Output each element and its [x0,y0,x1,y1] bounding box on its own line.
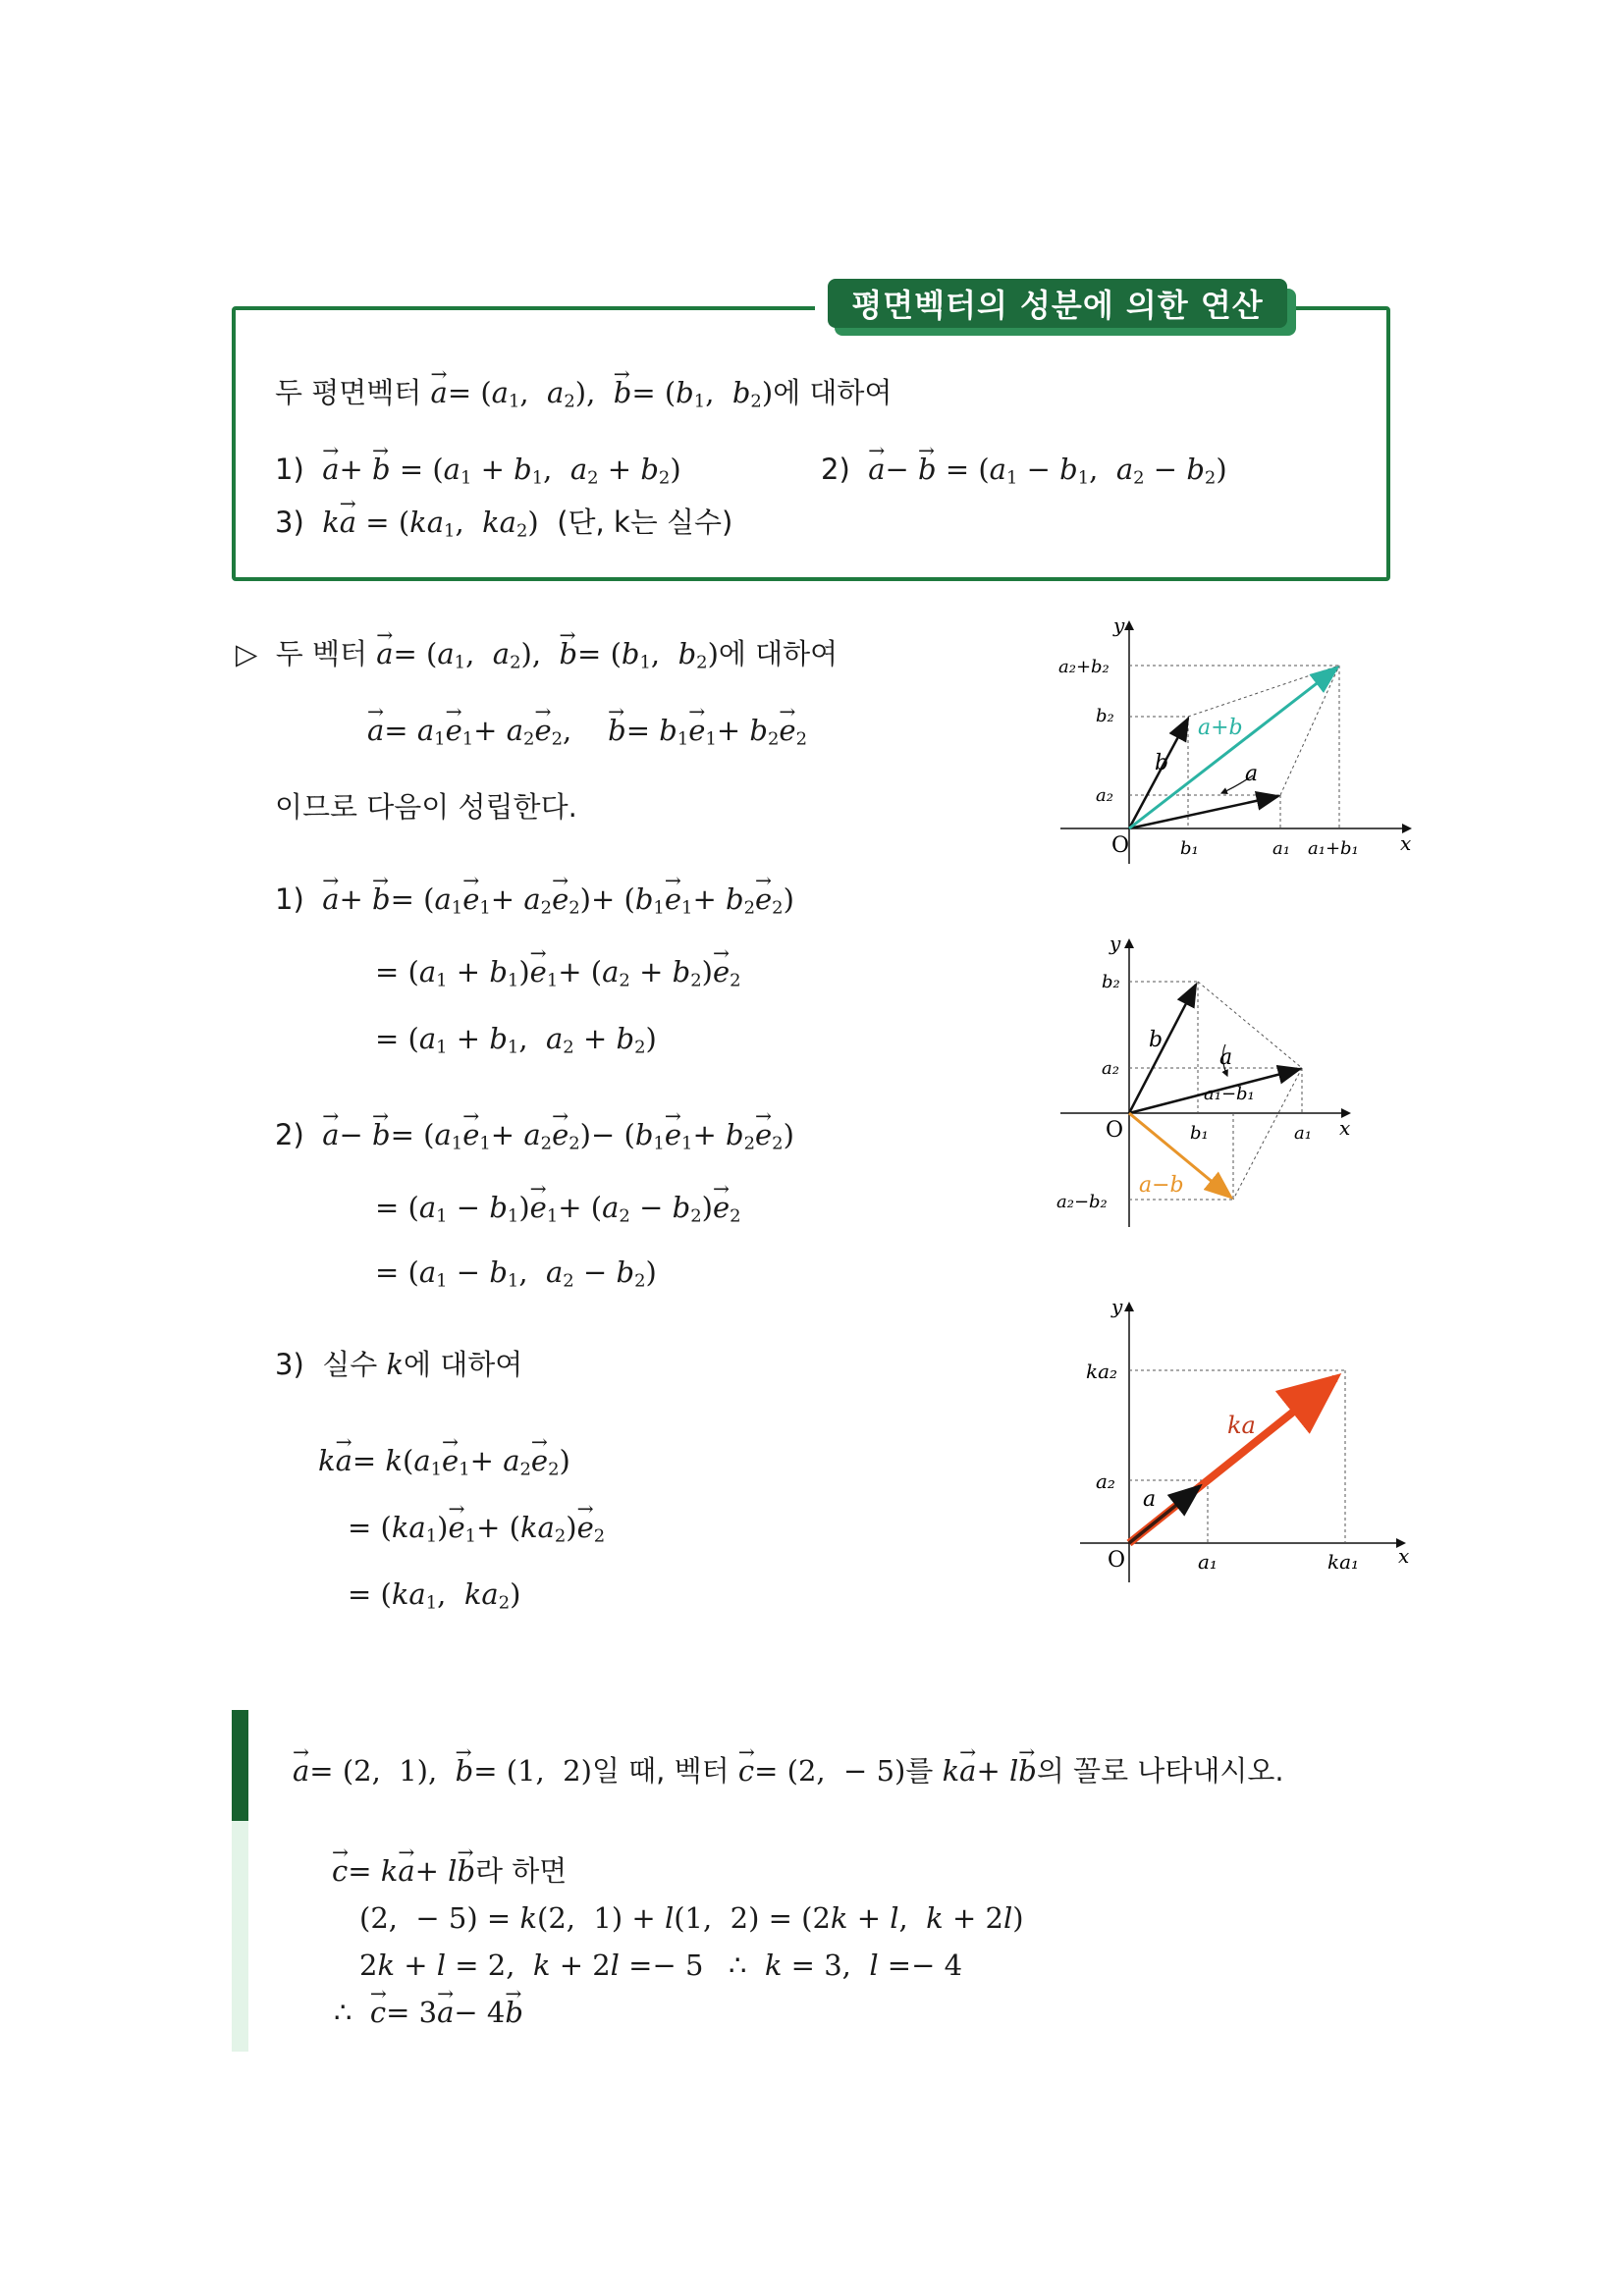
label-vec-a: a [1219,1045,1233,1070]
label-a2-minus-b2: a₂−b₂ [1056,1192,1108,1212]
figure-vector-difference [1051,933,1424,1247]
proof-2-line1: $2) \to a- \to b= (a_1\to e_1+ a_2\to e_2)- (b_1\to e_1+ b_2\to e_2)$ [275,1121,794,1152]
label-sum: a+b [1198,716,1243,740]
label-a2: a₂ [1096,785,1113,806]
label-b2: b₂ [1096,706,1114,726]
origin-label: O [1111,833,1130,858]
proof-1-line2: = $(a_1 + b_1)\to e_1+ (a_2 + b_2)\to e_2$ [375,958,741,989]
label-a2b2: a₂+b₂ [1058,657,1110,677]
solution-line2: (2, − 5) = k(2, 1) + l(1, 2) = (2k + l, k + 2l) [359,1901,1024,1935]
proof-3-line1: $k\to a= k(a_1\to e_1+ a_2\to e_2)$ [318,1447,570,1478]
figure-scalar-multiple [1070,1296,1424,1590]
label-a2: a₂ [1102,1058,1119,1079]
label-vec-ka: ka [1227,1412,1256,1439]
proof-1-line1: $1) \to a+ \to b= (a_1\to e_1+ a_2\to e_2)+ (b_1\to e_1+ b_2\to e_2)$ [275,885,794,917]
label-b2: b₂ [1102,972,1120,992]
label-a1: a₁ [1272,838,1290,859]
solution-result: ∴ k = 3, l =− 4 [729,1949,963,1982]
summary-item-3: 3) $k\to a = (ka_1$, $ka_2$) (단, k는 실수) [275,508,732,540]
proof-1-line3: = ($a_1 + b_1$, $a_2 + b_2$) [375,1022,657,1058]
solution-line3: 2k + l = 2, k + 2l =− 5 [359,1949,704,1982]
basis-expansion: → $a= a_1\to e_1+ a_2\to e_2$, → $b= b_1\to e_1+ b_2\to e_2$ [367,717,807,748]
label-vec-b: b [1149,1028,1164,1052]
label-ka1: ka₁ [1327,1550,1360,1574]
proof-intro: ▷ 두 벡터 → $a= (a_1$, $a_2$), → $b= (b_1$, $b_2$)에 대하여 [236,640,838,671]
example-question: → a= (2, 1), → b= (1, 2)일 때, 벡터 → c= (2, − 5)를 k→ a+ l→ b의 꼴로 나타내시오. [293,1757,1284,1786]
vector-a [1129,1486,1200,1543]
example-marker [232,1710,248,1821]
label-vec-a: a [1245,762,1259,786]
y-label: y [1111,1296,1123,1318]
page-title: 평면벡터의 성분에 의한 연산 [828,279,1287,328]
proof-2-line2: = $(a_1 - b_1)\to e_1+ (a_2 - b_2)\to e_2$ [375,1194,741,1225]
label-b1: b₁ [1180,838,1199,859]
y-label: y [1110,933,1121,955]
proof-since: 이므로 다음이 성립한다. [275,790,577,824]
label-a1: a₁ [1198,1550,1218,1574]
label-a1b1: a₁+b₁ [1308,838,1359,859]
vector-sum [1129,667,1337,828]
label-a1-minus-b1: a₁−b₁ [1204,1084,1255,1104]
label-diff: a−b [1139,1173,1184,1198]
summary-item-1: $1) \to a+ \to b = (a_1 + b_1$, $a_2 + b_2$) [275,455,681,487]
label-vec-b: b [1155,751,1169,775]
figure-vector-sum [1051,618,1424,874]
solution-line1: → c= k→ a+ l→ b라 하면 [332,1857,567,1886]
proof-3-line2: = $(ka_1)\to e_1+ (ka_2)\to e_2$ [348,1514,605,1545]
proof-2-line3: = ($a_1 - b_1$, $a_2 - b_2$) [375,1255,657,1292]
x-label: x [1339,1116,1351,1140]
origin-label: O [1108,1548,1126,1573]
label-a2: a₂ [1096,1469,1115,1493]
proof-3-line3: = ($ka_1$, $ka_2$) [348,1577,521,1614]
label-vec-a: a [1143,1487,1157,1512]
origin-label: O [1106,1118,1124,1143]
summary-item-2: $2) \to a- \to b = (a_1 - b_1$, $a_2 - b_2$) [821,455,1227,487]
label-ka2: ka₂ [1086,1360,1118,1383]
x-label: x [1398,1544,1410,1568]
solution-marker [232,1821,248,2052]
summary-intro: 두 평면벡터 → $a= (a_1$, $a_2$), → $b= (b_1$, $b_2$)에 대하여 [275,379,892,410]
label-a1: a₁ [1294,1123,1312,1144]
label-b1: b₁ [1190,1123,1209,1144]
solution-conclusion: ∴ → c= 3→ a− 4→ b [334,1999,523,2027]
y-label: y [1113,618,1125,637]
x-label: x [1400,831,1412,855]
proof-3-intro: 3) 실수 k에 대하여 [275,1348,523,1381]
